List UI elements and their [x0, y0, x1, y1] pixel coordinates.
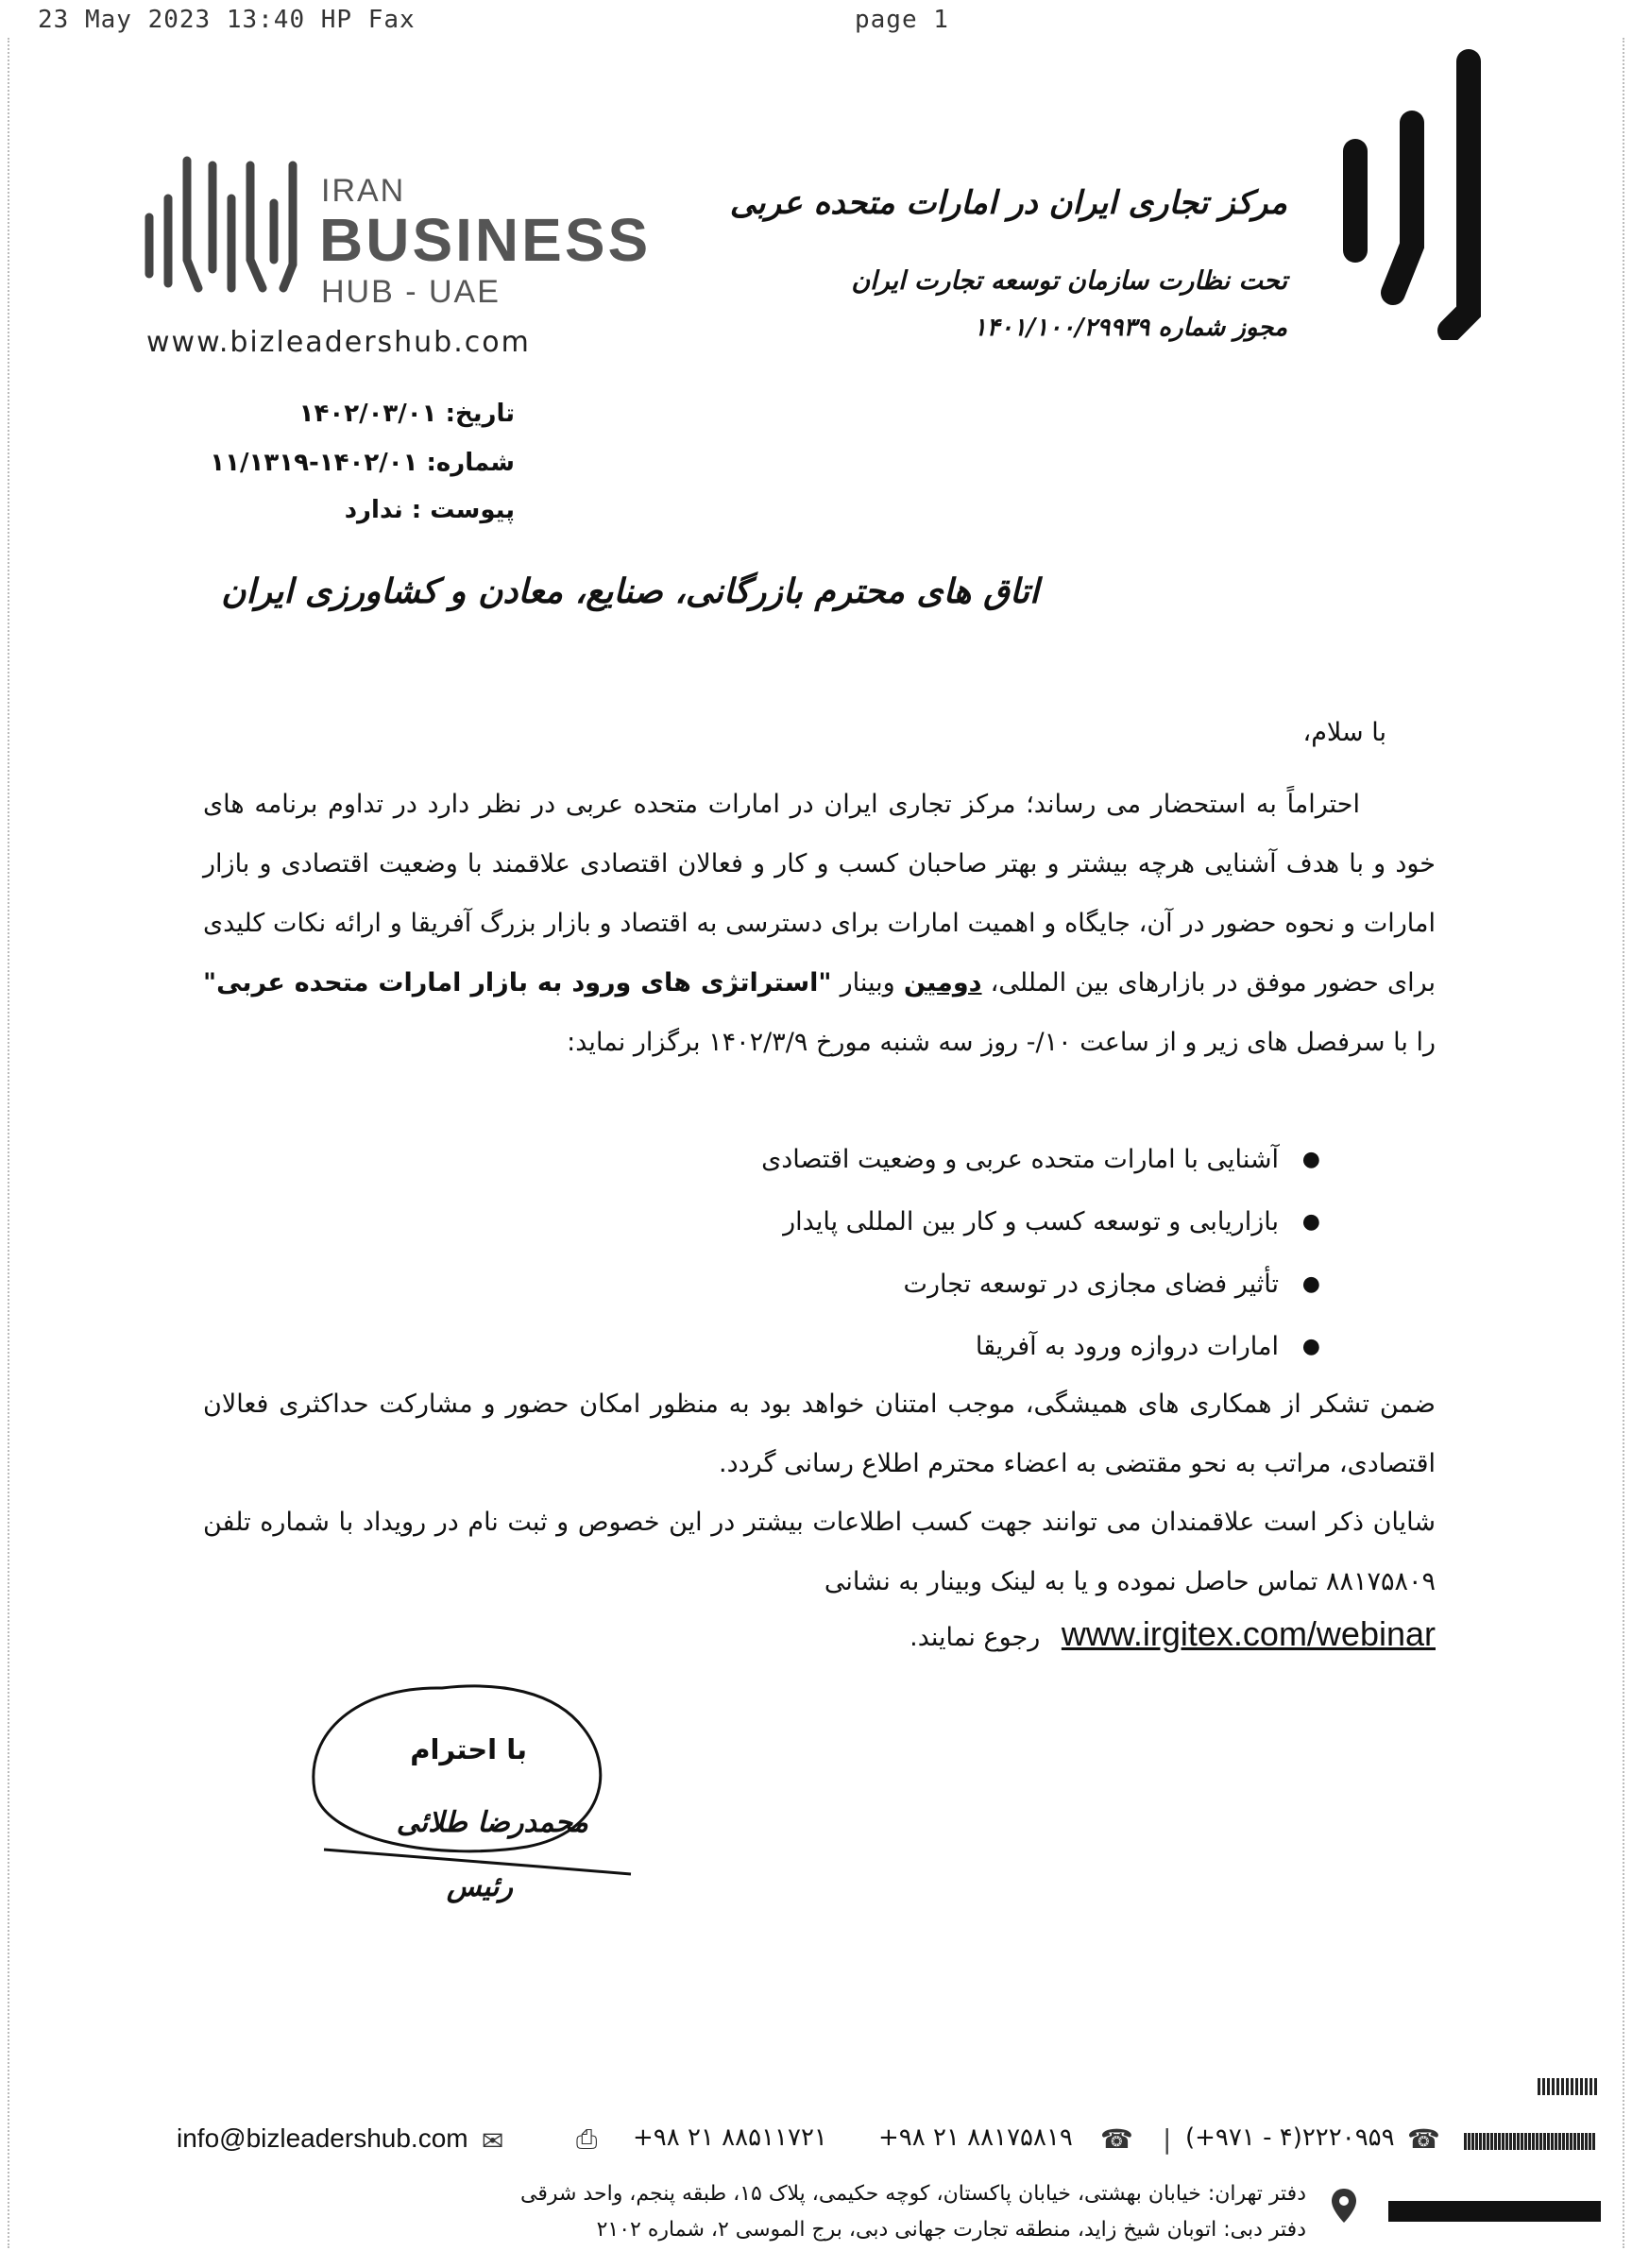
paragraph-contact-tail: [910, 1611, 1436, 1662]
scan-edge-left: [8, 38, 9, 2248]
footer-address-dubai: دفتر دبی: اتوبان شیخ زاید، منطقه تجارت جهانی دبی، برج الموسی ۲، شماره ۲۱۰۲: [596, 2218, 1306, 2242]
fax-header-page: page 1: [855, 6, 949, 34]
footer-email[interactable]: info@bizleadershub.com: [177, 2123, 468, 2153]
redacted-bar: [1464, 2133, 1596, 2150]
letter-attachment: پیوست : ندارد: [344, 496, 515, 524]
letter-date: تاریخ: ۱۴۰۲/۰۳/۰۱: [298, 400, 515, 428]
business-hub-logo-mark: [142, 146, 307, 307]
redacted-stamp-small: [1538, 2078, 1598, 2095]
paragraph-intro-highlight: دومین: [903, 968, 982, 998]
paragraph-intro-p2: وبینار: [831, 968, 904, 998]
paragraph-intro-p1: احتراماً به استحضار می رساند؛ مرکز تجاری ایران در امارات متحده عربی در نظر دارد در تداوم برنامه های خود و با هدف آشنایی هرچه بیشتر و بهتر صاحبان کسب و کار و فعالان اقتصادی علاقمند با وضعیت اقتصادی و بازار امارات و نحوه حضور در آن، جایگاه و اهمیت امارات برای دسترسی به اقتصاد و بازار بزرگ آفریقا و ارائه نکات کلیدی برای حضور موفق در بازارهای بین المللی،: [203, 790, 1436, 998]
signature-closing: با احترام: [410, 1733, 527, 1765]
logo-website: www.bizleadershub.com: [146, 326, 531, 359]
signature-name: محمدرضا طلائی: [396, 1806, 588, 1839]
envelope-icon: ✉: [482, 2125, 504, 2157]
org-logo-mark: [1327, 47, 1492, 340]
topics-list: [478, 1129, 1328, 1378]
org-header-line3: مجوز شماره ۱۴۰۱/۱۰۰/۲۹۹۳۹: [973, 314, 1287, 342]
letter-number: شماره: ۱۴۰۲/۰۱-۱۱/۱۳۱۹: [210, 449, 515, 477]
footer-address-tehran: دفتر تهران: خیابان بهشتی، خیابان پاکستان، کوچه حکیمی، پلاک ۱۵، طبقه پنجم، واحد شرقی: [520, 2182, 1306, 2206]
paragraph-thanks: ضمن تشکر از همکاری های همیشگی، موجب امتنان خواهد بود به منظور امکان حضور و مشارکت حداکثری فعالان اقتصادی، مراتب به نحو مقتضی به اعضاء محترم اطلاع رسانی گردد.: [203, 1390, 1436, 1478]
footer-phone: +۹۸ ۲۱ ۸۸۱۷۵۸۱۹: [878, 2123, 1073, 2152]
scan-edge-right: [1623, 38, 1624, 2248]
fax-header-datetime: 23 May 2023 13:40 HP Fax: [38, 6, 416, 34]
location-pin-icon: [1330, 2187, 1358, 2225]
list-item: ● تأثیر فضای مجازی در توسعه تجارت: [478, 1253, 1328, 1316]
paragraph-contact-end: رجوع نمایند.: [910, 1623, 1041, 1652]
logo-line-hub: HUB - UAE: [321, 274, 501, 310]
phone-icon: ☎: [1407, 2123, 1440, 2155]
org-header-line2: تحت نظارت سازمان توسعه تجارت ایران: [851, 266, 1287, 296]
footer-phone-uae: (+۹۷۱ - ۴)۲۲۲۰۹۵۹: [1185, 2123, 1395, 2152]
paragraph-intro-p3: را با سرفصل های زیر و از ساعت ۱۰/- روز سه شنبه مورخ ۱۴۰۲/۳/۹ برگزار نماید:: [567, 1028, 1436, 1057]
logo-line-iran: IRAN: [321, 173, 406, 209]
footer-contact-row: [175, 2123, 1601, 2161]
list-item: ● آشنایی با امارات متحده عربی و وضعیت اقتصادی: [478, 1129, 1328, 1191]
redacted-bar: [1388, 2201, 1601, 2222]
webinar-link[interactable]: www.irgitex.com/webinar: [1061, 1614, 1436, 1653]
footer-fax: +۹۸ ۲۱ ۸۸۵۱۱۷۲۱: [633, 2123, 827, 2152]
signature-title: رئیس: [446, 1870, 513, 1903]
list-item: ● بازاریابی و توسعه کسب و کار بین المللی پایدار: [478, 1191, 1328, 1253]
webinar-title: "استراتژی های ورود به بازار امارات متحده عربی": [203, 968, 832, 998]
fax-icon: ⎙: [576, 2123, 598, 2155]
logo-left: [142, 146, 652, 335]
list-item: ● امارات دروازه ورود به آفریقا: [478, 1316, 1328, 1378]
greeting: با سلام،: [1302, 718, 1386, 747]
org-header-line1: مرکز تجاری ایران در امارات متحده عربی: [729, 184, 1287, 222]
footer-divider: |: [1163, 2123, 1172, 2155]
paragraph-contact: شایان ذکر است علاقمندان می توانند جهت کسب اطلاعات بیشتر در این خصوص و ثبت نام در رویداد با شماره تلفن ۸۸۱۷۵۸۰۹ تماس حاصل نموده و یا به لینک وبینار به نشانی: [203, 1508, 1436, 1596]
paragraph-intro: [203, 775, 1436, 1072]
addressee: اتاق های محترم بازرگانی، صنایع، معادن و کشاورزی ایران: [221, 571, 1039, 611]
phone-icon: ☎: [1100, 2123, 1133, 2155]
logo-line-business: BUSINESS: [319, 206, 652, 274]
